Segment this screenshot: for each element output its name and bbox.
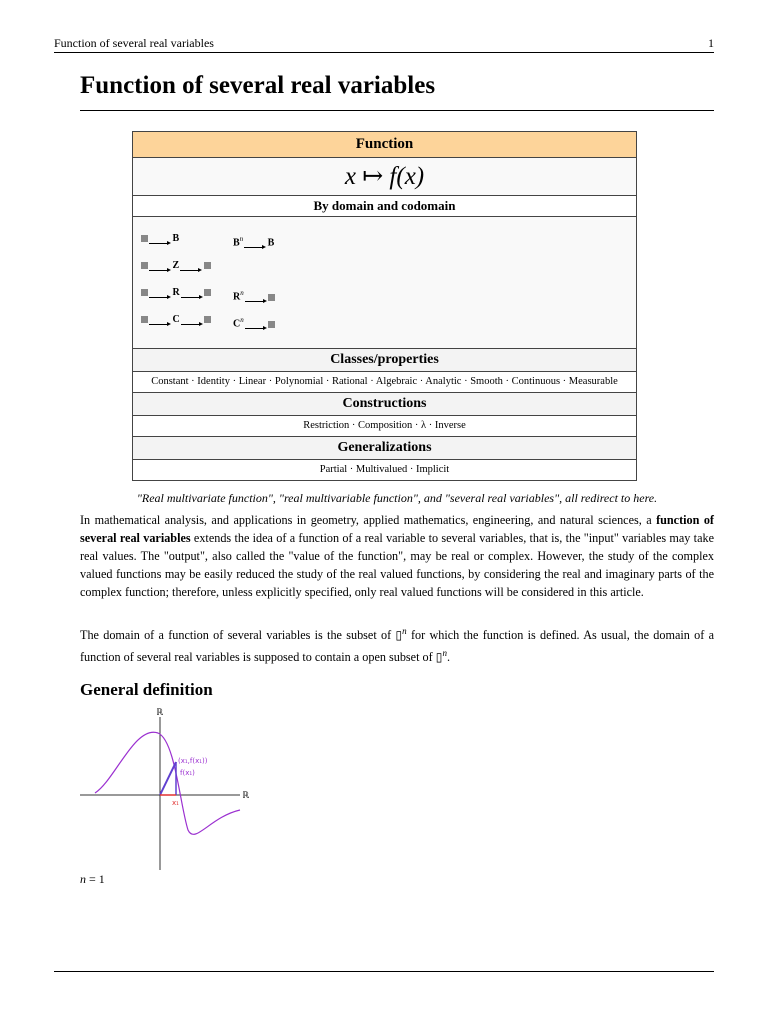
mapping-row-2: Z [141,260,211,271]
running-header [54,36,714,53]
value-label: f(x₁) [180,769,195,777]
arrow-icon [245,301,265,302]
function-curve [95,732,240,834]
bold-term: function of several real variables [80,513,714,545]
constructions-heading: Constructions [133,393,636,416]
footer-divider [54,971,714,972]
arrow-icon [149,270,169,271]
placeholder-square-icon [141,262,148,269]
arrow-icon [245,328,265,329]
mapping-bn-1: $B^n$ B [233,235,275,249]
redirect-hatnote: "Real multivariate function", "real multivariable function", and "several real variables", all redirect to here. [136,491,658,505]
missing-glyph: ▯ [395,628,403,643]
intro-paragraph: In mathematical analysis, and applications in geometry, applied mathematics, engineering, and natural sciences, a function of several real variables extends the idea of a function of a real variable to several variables, that is, the "input" variables may take real values. The "output", also called the "value of the function", may be real or complex. However, the study of the complex valued functions may be easily reduced the study of the real valued functions, by considering the real and imaginary parts of the complex function; therefore, unless explicitly specified, only real valued functions will be considered in this article. [80,513,714,599]
placeholder-square-icon [204,316,211,323]
figure-caption: n = 1 [80,872,105,886]
x-axis-label: ℝ [242,791,250,801]
point-label: (x₁,f(x₁)) [178,757,208,765]
title-divider [80,110,714,111]
function-infobox [132,131,637,481]
placeholder-square-icon [141,235,148,242]
arrow-icon [244,247,264,248]
arrow-icon [180,270,200,271]
classes-list: Constant · Identity · Linear · Polynomial · Rational · Algebraic · Analytic · Smooth · Continuous · Measurable [133,372,636,393]
placeholder-square-icon [268,321,275,328]
page-number: 1 [708,36,714,50]
infobox-heading: Function [133,132,636,158]
x-label: x₁ [172,799,179,807]
section-heading: General definition [80,680,213,699]
placeholder-square-icon [204,262,211,269]
arrow-icon [181,324,201,325]
mapping-row-4: C [141,314,211,325]
mapping-row-1 [141,233,179,244]
arrow-icon [181,297,201,298]
constructions-list: Restriction · Composition · λ · Inverse [133,416,636,437]
generalizations-list: Partial · Multivalued · Implicit [319,464,450,475]
placeholder-square-icon [141,289,148,296]
placeholder-square-icon [268,294,275,301]
point-vector [160,762,176,795]
domain-paragraph: The domain of a function of several variables is the subset of ▯$^n$ for which the function is defined. As usual, the domain of a function of several real variables is supposed to contain a open subset of ▯$^n$. [80,626,714,665]
mapping-bn-3: $R^n$ [233,289,275,302]
placeholder-square-icon [141,316,148,323]
missing-glyph: ▯ [435,650,443,665]
arrow-icon [149,243,169,244]
function-graph-figure [80,705,250,870]
placeholder-square-icon [204,289,211,296]
generalizations-heading: Generalizations [133,437,636,460]
by-domain-heading: By domain and codomain [133,196,636,217]
arrow-icon [149,297,169,298]
mapping-row-3: R [141,287,211,298]
classes-heading: Classes/properties [133,349,636,372]
infobox-formula: x ↦ f(x) [133,158,636,196]
page-title: Function of several real variables [80,72,436,99]
mapping-bn-4: $C^n$ [233,316,275,329]
domain-codomain-grid [133,217,636,349]
arrow-icon [149,324,169,325]
running-header-title: Function of several real variables [54,36,214,50]
y-axis-label: ℝ [156,708,164,718]
mapping-target: B [172,233,180,244]
